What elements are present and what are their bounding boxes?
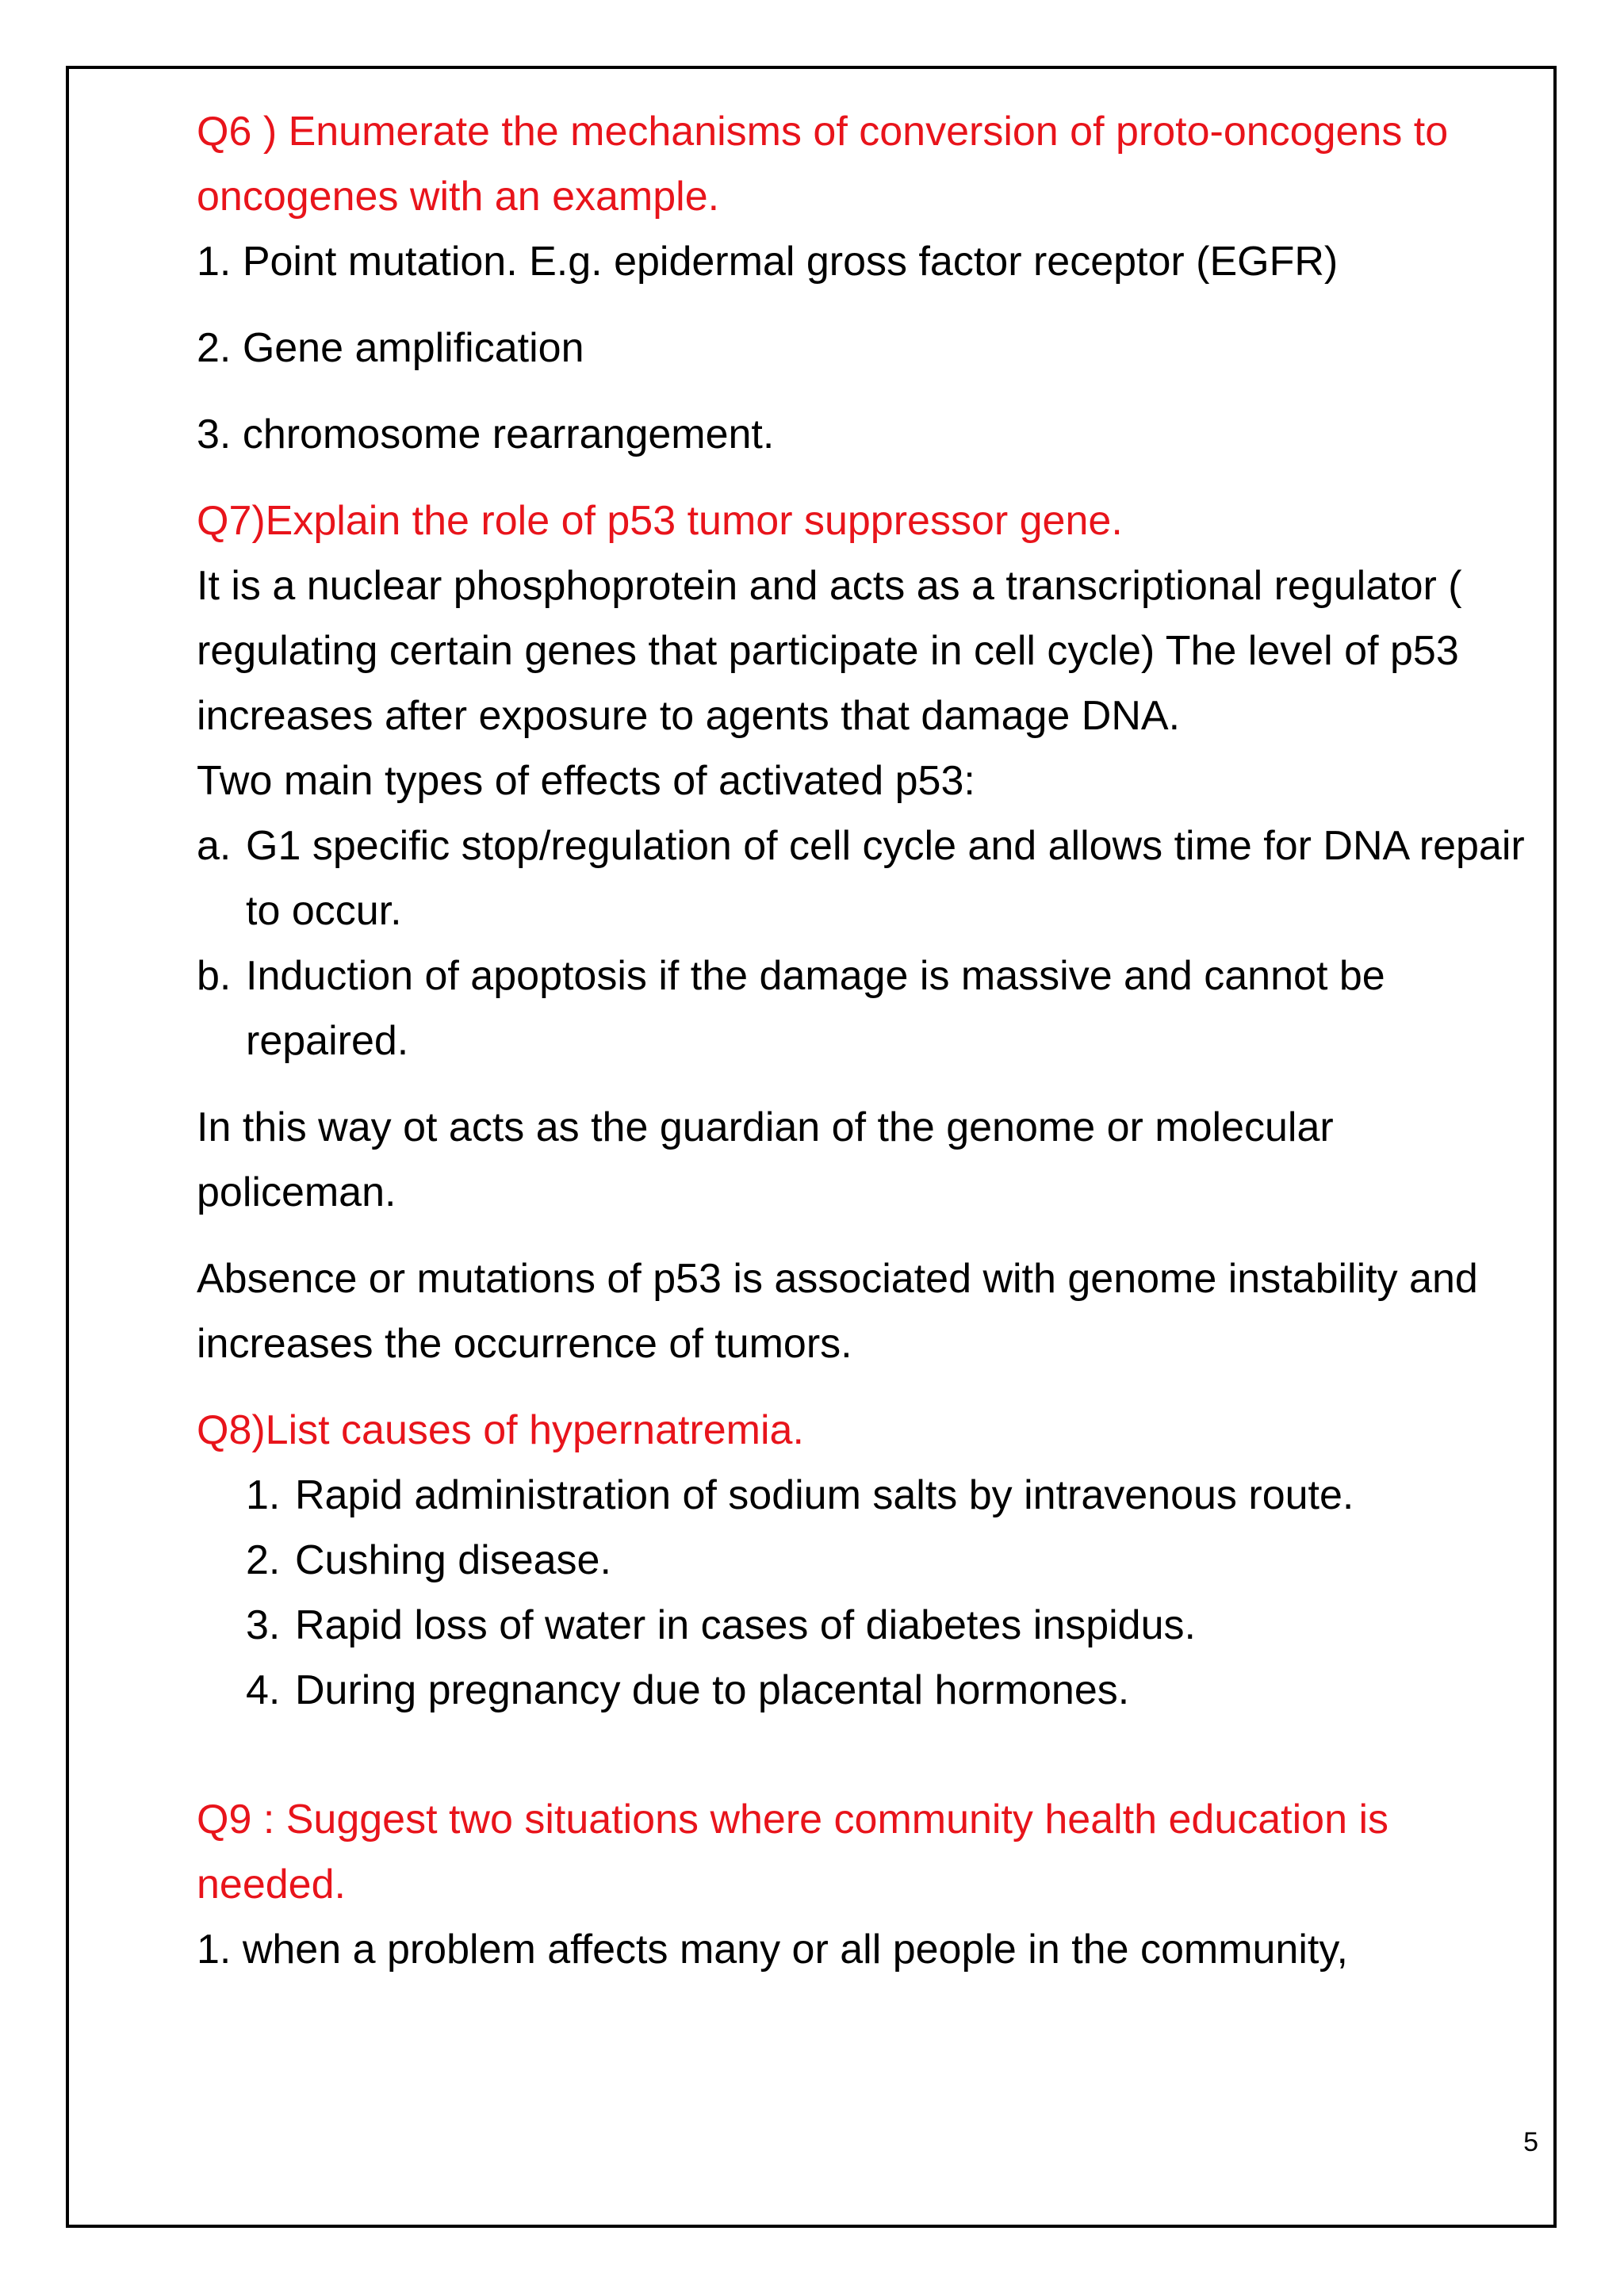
q6-item-1: 1. Point mutation. E.g. epidermal gross factor receptor (EGFR) [197,239,1339,285]
list-text: Rapid administration of sodium salts by intravenous route. [295,1472,1354,1518]
q7-effect-b [197,943,1537,1073]
q6-item-2: 2. Gene amplification [197,325,584,371]
q9-item-1: 1. when a problem affects many or all people in the community, [197,1927,1348,1973]
q7-heading: Q7)Explain the role of p53 tumor suppressor gene. [197,498,1123,544]
list-text: Induction of apoptosis if the damage is massive and cannot be repaired. [246,953,1385,1064]
q7-paragraph-4: Absence or mutations of p53 is associated with genome instability and increases the occurrence of tumors. [197,1256,1478,1367]
document-content [197,99,1537,1982]
q7-paragraph-2: Two main types of effects of activated p53: [197,758,975,804]
list-text: Cushing disease. [295,1537,611,1583]
list-label: a. [197,823,232,869]
list-label: 3. [246,1602,281,1648]
page-number: 5 [1523,2127,1538,2157]
q8-list [197,1463,1537,1723]
list-item [246,1658,1537,1723]
q7-effect-a [197,813,1537,943]
list-text: Rapid loss of water in cases of diabetes inspidus. [295,1602,1196,1648]
list-item [246,1463,1537,1528]
q7-paragraph-1: It is a nuclear phosphoprotein and acts as a transcriptional regulator ( regulating certain genes that participate in cell cycle) The level of p53 increases after exposure to agents that damage DNA. [197,563,1462,739]
list-label: 4. [246,1667,281,1713]
list-text: During pregnancy due to placental hormones. [295,1667,1130,1713]
q8-heading: Q8)List causes of hypernatremia. [197,1407,804,1453]
list-label: 2. [246,1537,281,1583]
list-label: b. [197,953,232,999]
list-item [246,1593,1537,1658]
q9-heading: Q9 : Suggest two situations where community health education is needed. [197,1797,1389,1908]
q6-item-3: 3. chromosome rearrangement. [197,411,775,457]
list-label: 1. [246,1472,281,1518]
list-item [246,1528,1537,1593]
list-text: G1 specific stop/regulation of cell cycle and allows time for DNA repair to occur. [246,823,1525,934]
q7-paragraph-3: In this way ot acts as the guardian of the genome or molecular policeman. [197,1104,1334,1215]
q6-heading: Q6 ) Enumerate the mechanisms of conversion of proto-oncogens to oncogenes with an example. [197,109,1449,220]
